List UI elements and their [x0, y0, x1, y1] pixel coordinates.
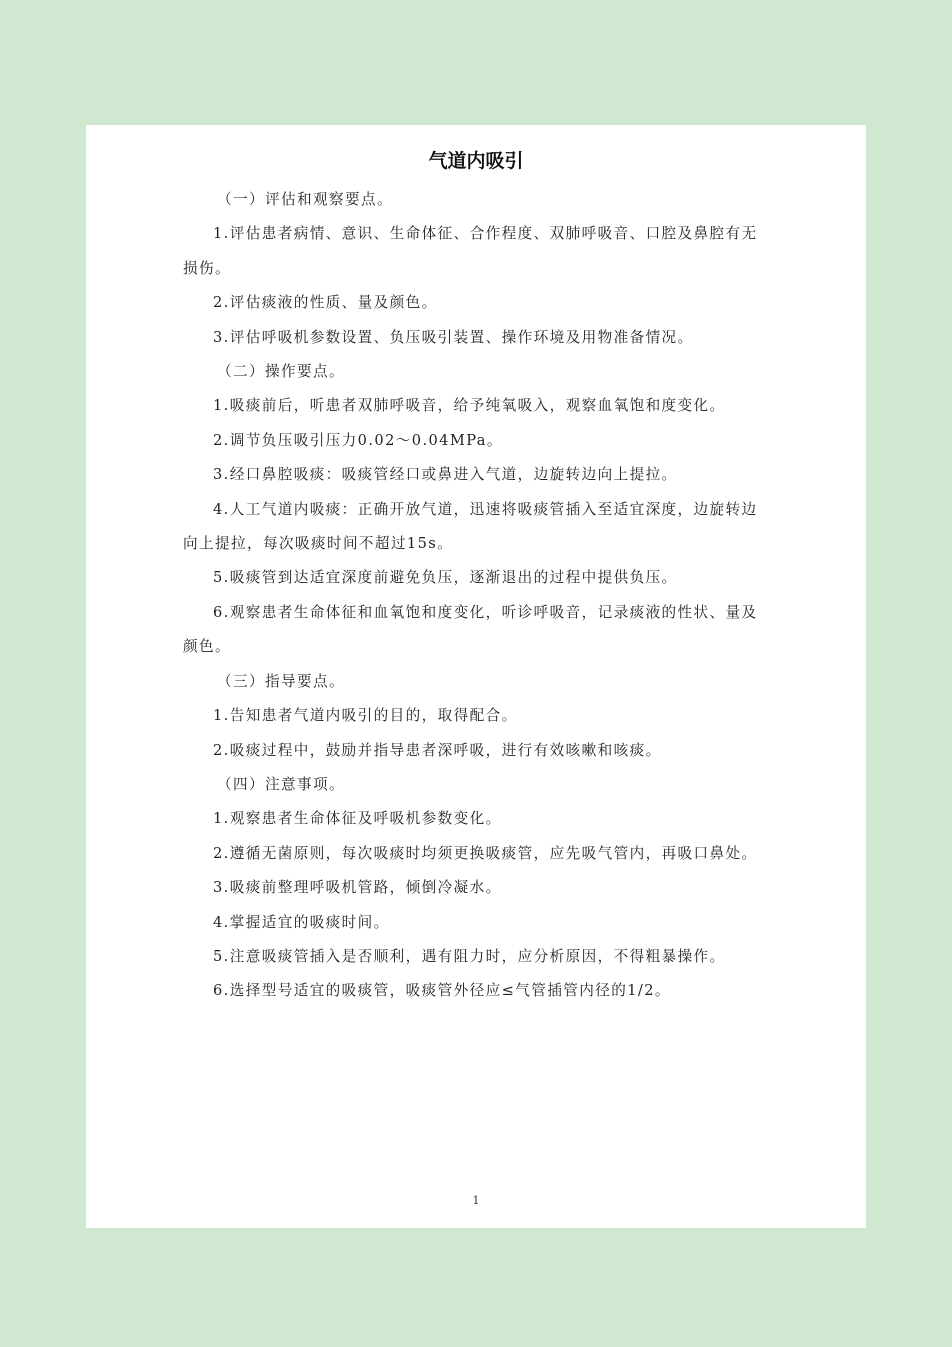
paragraph: 2.遵循无菌原则，每次吸痰时均须更换吸痰管，应先吸气管内，再吸口鼻处。	[213, 844, 758, 862]
page-title: 气道内吸引	[428, 150, 524, 172]
paragraph: 1.观察患者生命体征及呼吸机参数变化。	[213, 810, 502, 828]
paragraph: 2.调节负压吸引压力0.02～0.04MPa。	[213, 431, 503, 449]
document-body	[183, 183, 773, 1009]
paragraph: 2.评估痰液的性质、量及颜色。	[213, 294, 438, 312]
paragraph: 1.告知患者气道内吸引的目的，取得配合。	[213, 707, 518, 725]
section-heading-precautions: （四）注意事项。	[217, 775, 345, 793]
document-page	[86, 125, 866, 1228]
section-heading-assessment: （一）评估和观察要点。	[217, 191, 393, 208]
paragraph: 5.吸痰管到达适宜深度前避免负压，逐渐退出的过程中提供负压。	[213, 569, 678, 587]
paragraph: 5.注意吸痰管插入是否顺利，遇有阻力时，应分析原因，不得粗暴操作。	[213, 947, 726, 965]
paragraph: 3.经口鼻腔吸痰：吸痰管经口或鼻进入气道，边旋转边向上提拉。	[213, 466, 678, 484]
paragraph: 4.掌握适宜的吸痰时间。	[213, 913, 390, 931]
page-number: 1	[472, 1194, 480, 1207]
paragraph: 1.评估患者病情、意识、生命体征、合作程度、双肺呼吸音、口腔及鼻腔有无损伤。	[183, 225, 758, 277]
paragraph: 2.吸痰过程中，鼓励并指导患者深呼吸，进行有效咳嗽和咳痰。	[213, 741, 662, 759]
paragraph: 6.选择型号适宜的吸痰管，吸痰管外径应≤气管插管内径的1/2。	[213, 982, 671, 1000]
section-heading-guidance: （三）指导要点。	[217, 672, 345, 690]
paragraph: 3.吸痰前整理呼吸机管路，倾倒冷凝水。	[213, 879, 502, 897]
paragraph: 1.吸痰前后，听患者双肺呼吸音，给予纯氧吸入，观察血氧饱和度变化。	[213, 397, 726, 415]
section-heading-operation: （二）操作要点。	[217, 363, 345, 381]
paragraph: 6.观察患者生命体征和血氧饱和度变化，听诊呼吸音，记录痰液的性状、量及颜色。	[183, 603, 758, 656]
paragraph: 4.人工气道内吸痰：正确开放气道，迅速将吸痰管插入至适宜深度，边旋转边向上提拉，每次吸痰时间不超过15s。	[183, 500, 758, 553]
paragraph: 3.评估呼吸机参数设置、负压吸引装置、操作环境及用物准备情况。	[213, 328, 694, 346]
